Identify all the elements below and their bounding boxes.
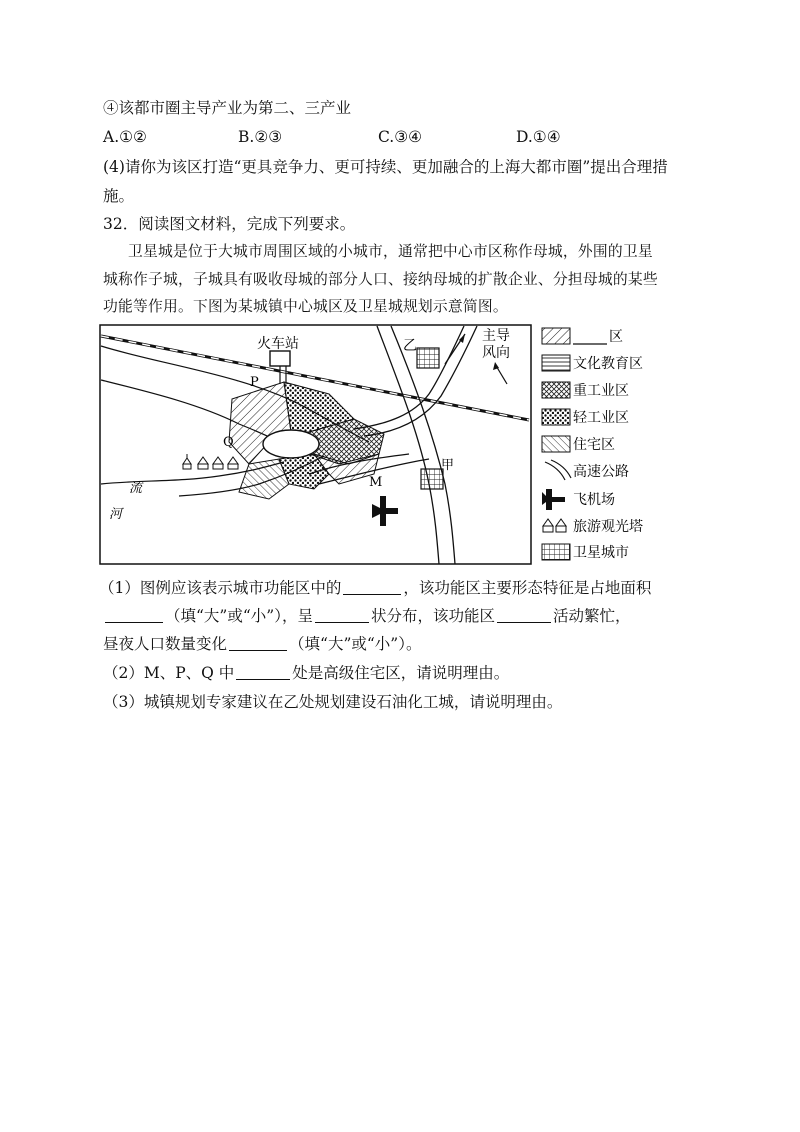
q32-paragraph-line3: 功能等作用。下图为某城镇中心城区及卫星城规划示意简图。: [103, 298, 508, 315]
q31-part4-line1: (4)请你为该区打造“更具竞争力、更可持续、更加融合的上海大都市圈”提出合理措: [103, 158, 668, 176]
label-p: P: [250, 375, 259, 390]
train-station-label: 火车站: [257, 336, 299, 352]
q32-paragraph-line1: 卫星城是位于大城市周围区域的小城市，通常把中心市区称作母城，外围的卫星: [128, 243, 653, 260]
wind-label-line2: 风向: [482, 345, 510, 361]
legend-label-1: 区: [609, 329, 623, 345]
option-c: C.③④: [378, 128, 423, 146]
sub2-text-a: （2）M、P、Q 中: [103, 664, 235, 682]
legend-label-9: 卫星城市: [573, 545, 629, 561]
wind-label-line1: 主导: [482, 328, 510, 344]
train-station-box: [270, 351, 290, 366]
sub1-text-d: 状分布，该功能区: [370, 607, 495, 625]
q32-paragraph-line2: 城称作子城，子城具有吸收母城的部分人口、接纳母城的扩散企业、分担母城的某些: [103, 271, 658, 288]
river-label-1: 流: [129, 481, 143, 496]
option-a: A.①②: [103, 128, 147, 146]
answer-blank-6[interactable]: [236, 663, 290, 680]
legend-swatch-3: [542, 382, 570, 398]
option-d: D.①④: [516, 128, 561, 146]
sub1-text-e: 活动繁忙，: [552, 607, 631, 625]
satellite-city-jia: [421, 469, 443, 489]
answer-blank-5[interactable]: [229, 634, 287, 651]
ring-road: [263, 430, 319, 458]
legend: [542, 328, 643, 561]
option-b: B.②③: [238, 128, 283, 146]
label-m: M: [369, 475, 383, 490]
label-q: Q: [223, 435, 234, 450]
sub-question-1-line3: [103, 634, 421, 654]
legend-label-6: 高速公路: [573, 464, 629, 480]
q31-part4-line2: 施。: [103, 187, 135, 205]
answer-blank-3[interactable]: [315, 606, 369, 623]
sub2-text-b: 处是高级住宅区，请说明理由。: [292, 664, 510, 682]
legend-label-8: 旅游观光塔: [573, 519, 643, 535]
legend-label-7: 飞机场: [573, 492, 615, 508]
sub-question-1-line2: [103, 606, 630, 626]
sub-question-3: （3）城镇规划专家建议在乙处规划建设石油化工城，请说明理由。: [103, 693, 563, 711]
legend-label-3: 重工业区: [573, 383, 629, 399]
sub1-text-b: ，该功能区主要形态特征是占地面积: [403, 579, 652, 597]
city-planning-map: [99, 324, 697, 566]
label-jia: 甲: [441, 458, 455, 473]
sub1-text-f: 昼夜人口数量变化: [103, 635, 228, 653]
river-label-2: 河: [109, 507, 123, 522]
answer-blank-4[interactable]: [497, 606, 551, 623]
city-planning-map-figure: [99, 324, 697, 566]
legend-swatch-1: [542, 328, 570, 344]
sub1-text-a: （1）图例应该表示城市功能区中的: [99, 579, 342, 597]
legend-swatch-2: [542, 355, 570, 371]
q32-title: 32．阅读图文材料，完成下列要求。: [103, 215, 356, 233]
sub1-text-c: （填“大”或“小”），呈: [165, 607, 313, 625]
label-yi: 乙: [403, 338, 417, 354]
legend-highway-symbol: [545, 460, 571, 480]
legend-tower-symbol: [543, 519, 566, 532]
sub1-text-g: （填“大”或“小”）。: [289, 635, 422, 653]
legend-swatch-5: [542, 436, 570, 452]
legend-label-2: 文化教育区: [573, 356, 643, 372]
q31-statement-4: ④该都市圈主导产业为第二、三产业: [103, 99, 352, 117]
legend-swatch-4: [542, 409, 570, 425]
legend-airport-symbol: [542, 489, 565, 510]
answer-blank-1[interactable]: [343, 578, 401, 595]
sub-question-2: [103, 663, 509, 683]
sub-question-1-line1: [99, 578, 651, 598]
legend-label-4: 轻工业区: [573, 410, 629, 426]
legend-swatch-9: [542, 544, 570, 560]
legend-label-5: 住宅区: [573, 437, 615, 453]
answer-blank-2[interactable]: [105, 606, 163, 623]
satellite-city-yi: [417, 348, 439, 368]
